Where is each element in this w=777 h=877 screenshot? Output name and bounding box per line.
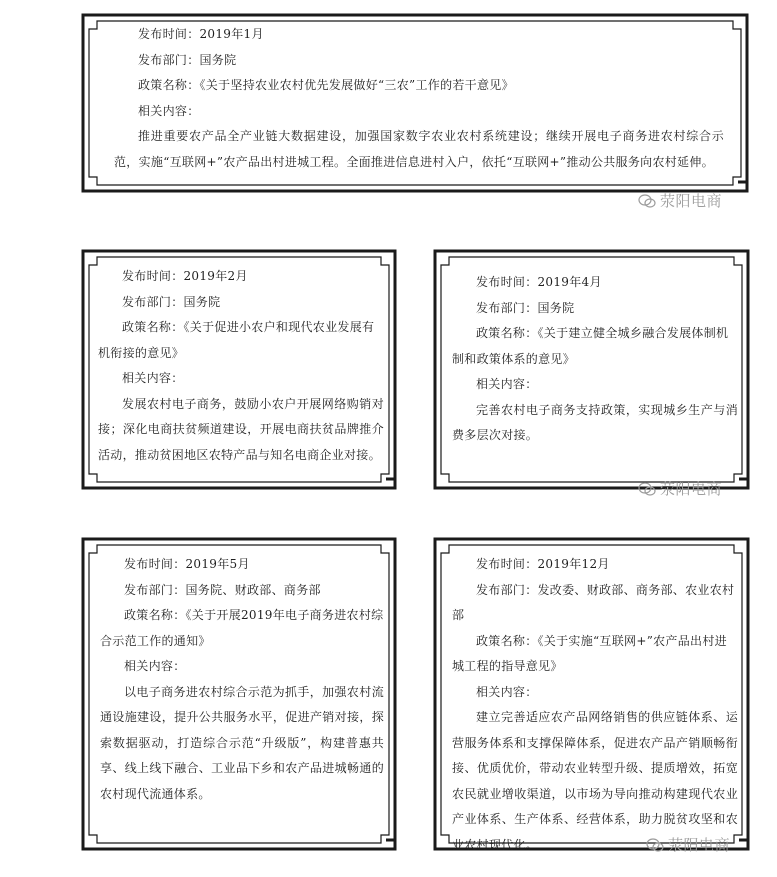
policy-card-5 [430, 534, 753, 854]
watermark [638, 478, 722, 499]
publish-date: 发布时间：2019年5月 [124, 557, 250, 571]
card-content [452, 552, 738, 858]
related-label: 相关内容： [122, 371, 184, 385]
card-content [452, 270, 738, 449]
policy-name: 政策名称：《关于开展2019年电子商务进农村综合示范工作的通知》 [100, 608, 384, 648]
related-content: 发展农村电子商务，鼓励小农户开展网络购销对接；深化电商扶贫频道建设，开展电商扶贫品牌推介活动，推动贫困地区农特产品与知名电商企业对接。 [98, 396, 384, 462]
policy-card-1 [78, 10, 752, 196]
related-content: 以电子商务进农村综合示范为抓手，加强农村流通设施建设，提升公共服务水平，促进产销对接，探索数据驱动，打造综合示范“升级版”，构建普惠共享、线上线下融合、工业品下乡和农产品进城畅通的农村现代流通体系。 [100, 684, 384, 801]
policy-name: 政策名称：《关于促进小农户和现代农业发展有机衔接的意见》 [98, 320, 375, 360]
related-content: 建立完善适应农产品网络销售的供应链体系、运营服务体系和支撑保障体系，促进农产品产销顺畅衔接、优质优价，带动农业转型升级、提质增效，拓宽农民就业增收渠道，以市场为导向推动构建现代农业产业体系、生产体系、经营体系，助力脱贫攻坚和农业农村现代化。 [452, 710, 738, 852]
watermark-text: 荥阳电商 [660, 192, 723, 210]
policy-name: 政策名称：《关于建立健全城乡融合发展体制机制和政策体系的意见》 [452, 326, 729, 366]
publish-date: 发布时间：2019年2月 [122, 269, 248, 283]
policy-name: 政策名称：《关于坚持农业农村优先发展做好“三农”工作的若干意见》 [138, 78, 514, 92]
publish-date: 发布时间：2019年4月 [476, 275, 602, 289]
policy-card-2 [78, 246, 400, 493]
wechat-icon [646, 838, 664, 852]
publish-department: 发布部门：国务院 [476, 300, 575, 315]
publish-department: 发布部门：国务院 [122, 294, 221, 309]
related-label: 相关内容： [476, 684, 538, 699]
wechat-icon [638, 482, 656, 496]
watermark-text: 荥阳电商 [660, 480, 723, 498]
related-content: 推进重要农产品全产业链大数据建设，加强国家数字农业农村系统建设；继续开展电子商务进农村综合示范，实施“互联网+”农产品出村进城工程。全面推进信息进村入户，依托“互联网+”推动公共服务向农村延伸。 [114, 129, 724, 169]
policy-card-4 [78, 534, 400, 854]
watermark [638, 190, 722, 211]
watermark [646, 834, 730, 855]
publish-department: 发布部门：发改委、财政部、商务部、农业农村部 [452, 582, 735, 622]
card-content [98, 264, 384, 468]
related-content: 完善农村电子商务支持政策，实现城乡生产与消费多层次对接。 [452, 402, 738, 442]
related-label: 相关内容： [124, 659, 186, 673]
publish-department: 发布部门：国务院 [138, 52, 237, 67]
related-label: 相关内容： [138, 103, 200, 118]
policy-name: 政策名称：《关于实施“互联网+”农产品出村进城工程的指导意见》 [452, 633, 727, 673]
publish-date: 发布时间：2019年1月 [138, 27, 264, 41]
card-content [114, 22, 724, 175]
publish-department: 发布部门：国务院、财政部、商务部 [124, 582, 321, 597]
policy-card-3 [430, 246, 753, 493]
card-content [100, 552, 384, 807]
publish-date: 发布时间：2019年12月 [476, 557, 610, 571]
related-label: 相关内容： [476, 377, 538, 391]
wechat-icon [638, 194, 656, 208]
watermark-text: 荥阳电商 [668, 836, 731, 854]
